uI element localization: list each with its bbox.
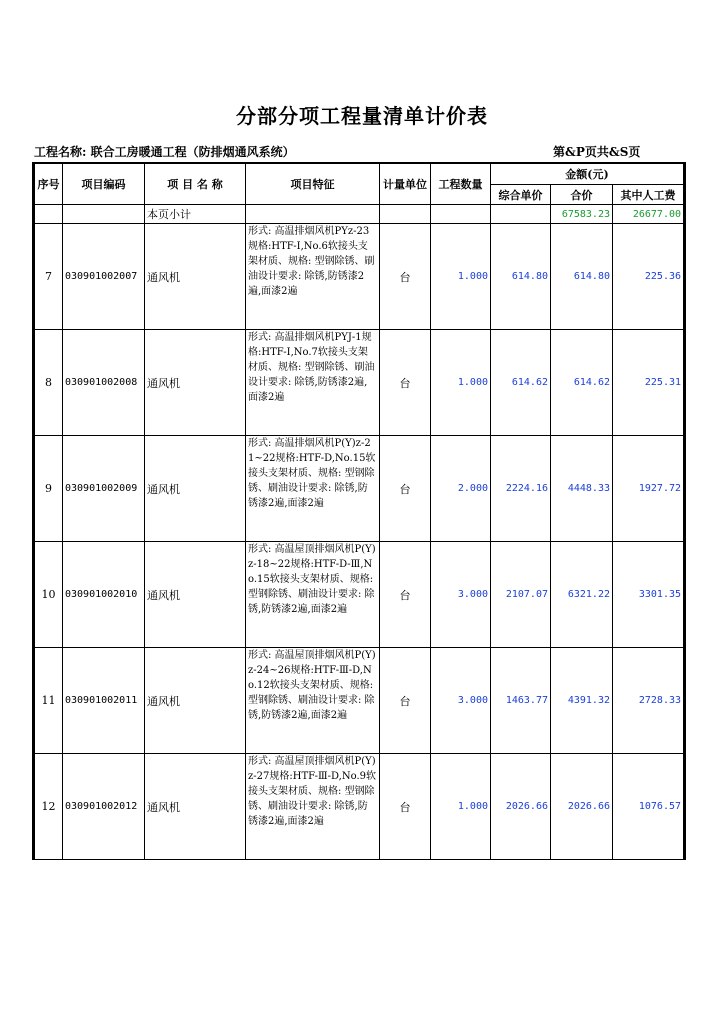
- page-info: 第&P页共&S页: [553, 145, 641, 159]
- table-row: [34, 224, 685, 330]
- cell-feature: 形式: 高温排烟风机P(Y)z-21~22规格:HTF-D,No.15软接头支架材质、规格: 型钢除锈、刷油设计要求: 除锈,防锈漆2遍,面漆2遍: [246, 436, 380, 542]
- cell-total: 6321.22: [551, 542, 613, 648]
- cell-qty: 1.000: [431, 330, 491, 436]
- cell-total: 2026.66: [551, 754, 613, 860]
- bill-of-quantities-table: [32, 162, 686, 860]
- cell-total: 614.62: [551, 330, 613, 436]
- cell-code: 030901002011: [63, 648, 145, 754]
- header-code: 项目编码: [63, 163, 145, 205]
- subtotal-label: 本页小计: [145, 205, 246, 224]
- cell-feature: 形式: 高温屋顶排烟风机P(Y)z-18~22规格:HTF-D-Ⅲ,No.15软接头支架材质、规格: 型钢除锈、刷油设计要求: 除锈,防锈漆2遍,面漆2遍: [246, 542, 380, 648]
- subtotal-labor: 26677.00: [613, 205, 685, 224]
- cell-qty: 1.000: [431, 224, 491, 330]
- cell-unit: 台: [380, 754, 431, 860]
- cell-code: 030901002010: [63, 542, 145, 648]
- cell-code: 030901002007: [63, 224, 145, 330]
- header-amount: 金额(元): [491, 163, 685, 185]
- header-name: 项 目 名 称: [145, 163, 246, 205]
- cell-code: 030901002009: [63, 436, 145, 542]
- cell-code: 030901002012: [63, 754, 145, 860]
- cell-total: 4448.33: [551, 436, 613, 542]
- document-title: 分部分项工程量清单计价表: [236, 104, 488, 128]
- cell-labor: 3301.35: [613, 542, 685, 648]
- cell-unit: 台: [380, 330, 431, 436]
- cell-unit: 台: [380, 648, 431, 754]
- cell-unit-price: 2224.16: [491, 436, 551, 542]
- cell-unit-price: 2107.07: [491, 542, 551, 648]
- cell-unit: 台: [380, 542, 431, 648]
- cell-qty: 3.000: [431, 648, 491, 754]
- cell-seq: 12: [34, 754, 63, 860]
- table-row: [34, 330, 685, 436]
- cell-name: 通风机: [145, 330, 246, 436]
- cell-labor: 2728.33: [613, 648, 685, 754]
- cell-code: 030901002008: [63, 330, 145, 436]
- cell-name: 通风机: [145, 648, 246, 754]
- cell-unit-price: 1463.77: [491, 648, 551, 754]
- header-qty: 工程数量: [431, 163, 491, 205]
- cell-feature: 形式: 高温屋顶排烟风机P(Y)z-24~26规格:HTF-Ⅲ-D,No.12软接头支架材质、规格: 型钢除锈、刷油设计要求: 除锈,防锈漆2遍,面漆2遍: [246, 648, 380, 754]
- cell-total: 4391.32: [551, 648, 613, 754]
- table-row: [34, 436, 685, 542]
- table-row: [34, 754, 685, 860]
- cell-labor: 1927.72: [613, 436, 685, 542]
- subtotal-row: [34, 205, 685, 224]
- cell-qty: 1.000: [431, 754, 491, 860]
- cell-feature: 形式: 高温屋顶排烟风机P(Y)z-27规格:HTF-Ⅲ-D,No.9软接头支架材质、规格: 型钢除锈、刷油设计要求: 除锈,防锈漆2遍,面漆2遍: [246, 754, 380, 860]
- table-row: [34, 542, 685, 648]
- cell-seq: 9: [34, 436, 63, 542]
- cell-feature: 形式: 高温排烟风机PYJ-1规格:HTF-Ⅰ,No.7软接头支架材质、规格: 型钢除锈、刷油设计要求: 除锈,防锈漆2遍,面漆2遍: [246, 330, 380, 436]
- header-unit: 计量单位: [380, 163, 431, 205]
- cell-labor: 225.31: [613, 330, 685, 436]
- cell-labor: 225.36: [613, 224, 685, 330]
- cell-seq: 8: [34, 330, 63, 436]
- cell-qty: 3.000: [431, 542, 491, 648]
- cell-name: 通风机: [145, 436, 246, 542]
- header-seq: 序号: [34, 163, 63, 205]
- cell-name: 通风机: [145, 754, 246, 860]
- header-total: 合价: [551, 185, 613, 205]
- cell-name: 通风机: [145, 542, 246, 648]
- cell-feature: 形式: 高温排烟风机PYz-23规格:HTF-Ⅰ,No.6软接头支架材质、规格: 型钢除锈、刷油设计要求: 除锈,防锈漆2遍,面漆2遍: [246, 224, 380, 330]
- cell-seq: 11: [34, 648, 63, 754]
- cell-seq: 7: [34, 224, 63, 330]
- cell-labor: 1076.57: [613, 754, 685, 860]
- cell-name: 通风机: [145, 224, 246, 330]
- header-labor: 其中人工费: [613, 185, 685, 205]
- cell-unit: 台: [380, 436, 431, 542]
- cell-unit: 台: [380, 224, 431, 330]
- cell-seq: 10: [34, 542, 63, 648]
- header-unit-price: 综合单价: [491, 185, 551, 205]
- cell-unit-price: 614.62: [491, 330, 551, 436]
- cell-unit-price: 2026.66: [491, 754, 551, 860]
- cell-unit-price: 614.80: [491, 224, 551, 330]
- cell-qty: 2.000: [431, 436, 491, 542]
- subtotal-total: 67583.23: [551, 205, 613, 224]
- header-feature: 项目特征: [246, 163, 380, 205]
- project-name: 工程名称: 联合工房暖通工程（防排烟通风系统）: [34, 145, 295, 159]
- table-row: [34, 648, 685, 754]
- cell-total: 614.80: [551, 224, 613, 330]
